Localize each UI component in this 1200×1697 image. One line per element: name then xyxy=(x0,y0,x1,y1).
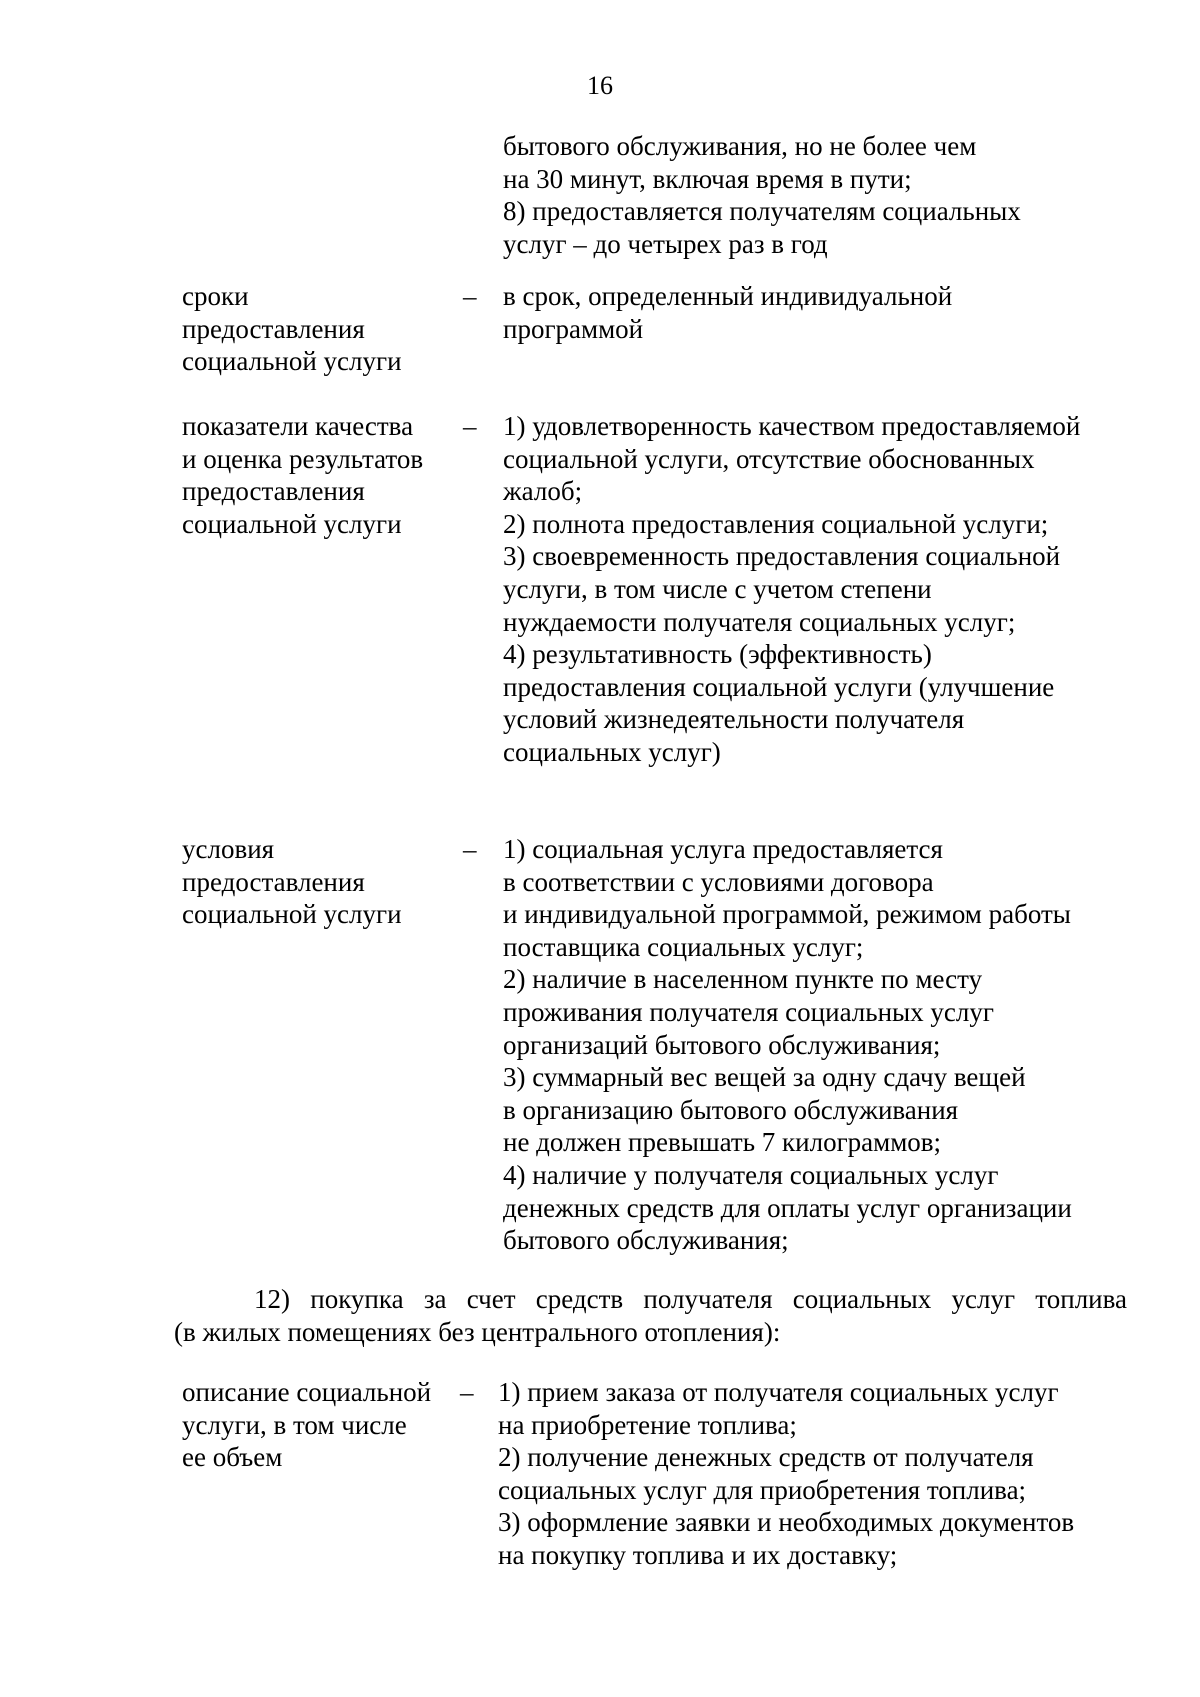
section-value xyxy=(503,833,1072,1257)
text-line: показатели качества xyxy=(182,411,414,441)
text-line: социальных услуг для приобретения топлива; xyxy=(498,1474,1027,1505)
page-number: 16 xyxy=(587,71,613,100)
text-line: социальной услуги xyxy=(182,346,402,377)
text-line: 2) наличие в населенном пункте по месту xyxy=(503,964,983,995)
text-line: ее объем xyxy=(182,1442,283,1473)
section-value xyxy=(503,410,1080,769)
text-line: социальной услуги, отсутствие обоснованных xyxy=(503,443,1035,474)
text-line: предоставления xyxy=(182,313,365,344)
section-label xyxy=(182,410,423,540)
text-line: бытового обслуживания, но не более чем xyxy=(503,131,977,161)
paragraph-line: (в жилых помещениях без центрального отопления): xyxy=(174,1316,781,1347)
text-line: 1) социальная услуга предоставляется xyxy=(503,834,943,864)
text-line: 2) получение денежных средств от получателя xyxy=(498,1442,1034,1473)
text-line: 3) оформление заявки и необходимых документов xyxy=(498,1507,1075,1538)
text-line: денежных средств для оплаты услуг организации xyxy=(503,1192,1072,1223)
text-line: предоставления социальной услуги (улучшение xyxy=(503,671,1055,702)
text-line: услуг – до четырех раз в год xyxy=(503,228,828,259)
text-line: 4) результативность (эффективность) xyxy=(503,639,932,670)
text-line: услуги, в том числе с учетом степени xyxy=(503,573,932,604)
text-line: на 30 минут, включая время в пути; xyxy=(503,163,912,194)
text-line: 1) прием заказа от получателя социальных услуг xyxy=(498,1377,1059,1407)
text-line: условий жизнедеятельности получателя xyxy=(503,704,965,735)
continuation-text xyxy=(503,130,1021,260)
section-value xyxy=(498,1376,1074,1572)
text-line: в срок, определенный индивидуальной xyxy=(503,281,953,311)
dash-separator: – xyxy=(460,1377,474,1407)
text-line: жалоб; xyxy=(503,476,583,507)
text-line: поставщика социальных услуг; xyxy=(503,931,864,962)
text-line: не должен превышать 7 килограммов; xyxy=(503,1127,942,1158)
text-line: 4) наличие у получателя социальных услуг xyxy=(503,1159,999,1190)
section-label xyxy=(182,280,402,378)
text-line: организаций бытового обслуживания; xyxy=(503,1029,941,1060)
paragraph-line: 12) покупка за счет средств получателя социальных услуг топлива xyxy=(254,1284,1127,1314)
text-line: 3) суммарный вес вещей за одну сдачу вещей xyxy=(503,1062,1026,1093)
dash-separator: – xyxy=(463,411,477,441)
dash-separator: – xyxy=(463,834,477,864)
text-line: 1) удовлетворенность качеством предоставляемой xyxy=(503,411,1081,441)
text-line: на приобретение топлива; xyxy=(498,1409,797,1440)
text-line: 2) полнота предоставления социальной услуги; xyxy=(503,508,1049,539)
text-line: условия xyxy=(182,834,275,864)
text-line: 8) предоставляется получателям социальных xyxy=(503,196,1021,227)
text-line: социальной услуги xyxy=(182,508,402,539)
section-label xyxy=(182,1376,431,1474)
section-label xyxy=(182,833,402,931)
text-line: в организацию бытового обслуживания xyxy=(503,1094,959,1125)
text-line: на покупку топлива и их доставку; xyxy=(498,1539,898,1570)
text-line: нуждаемости получателя социальных услуг; xyxy=(503,606,1016,637)
section-value xyxy=(503,280,952,345)
text-line: и оценка результатов xyxy=(182,443,424,474)
text-line: описание социальной xyxy=(182,1377,432,1407)
text-line: сроки xyxy=(182,281,249,311)
text-line: проживания получателя социальных услуг xyxy=(503,996,994,1027)
text-line: программой xyxy=(503,313,644,344)
text-line: предоставления xyxy=(182,476,365,507)
text-line: и индивидуальной программой, режимом работы xyxy=(503,899,1071,930)
text-line: социальной услуги xyxy=(182,899,402,930)
text-line: услуги, в том числе xyxy=(182,1409,407,1440)
text-line: предоставления xyxy=(182,866,365,897)
text-line: в соответствии с условиями договора xyxy=(503,866,934,897)
paragraph-item-12 xyxy=(174,1283,1127,1348)
text-line: социальных услуг) xyxy=(503,736,721,767)
dash-separator: – xyxy=(463,281,477,311)
text-line: 3) своевременность предоставления социальной xyxy=(503,541,1061,572)
text-line: бытового обслуживания; xyxy=(503,1225,789,1256)
